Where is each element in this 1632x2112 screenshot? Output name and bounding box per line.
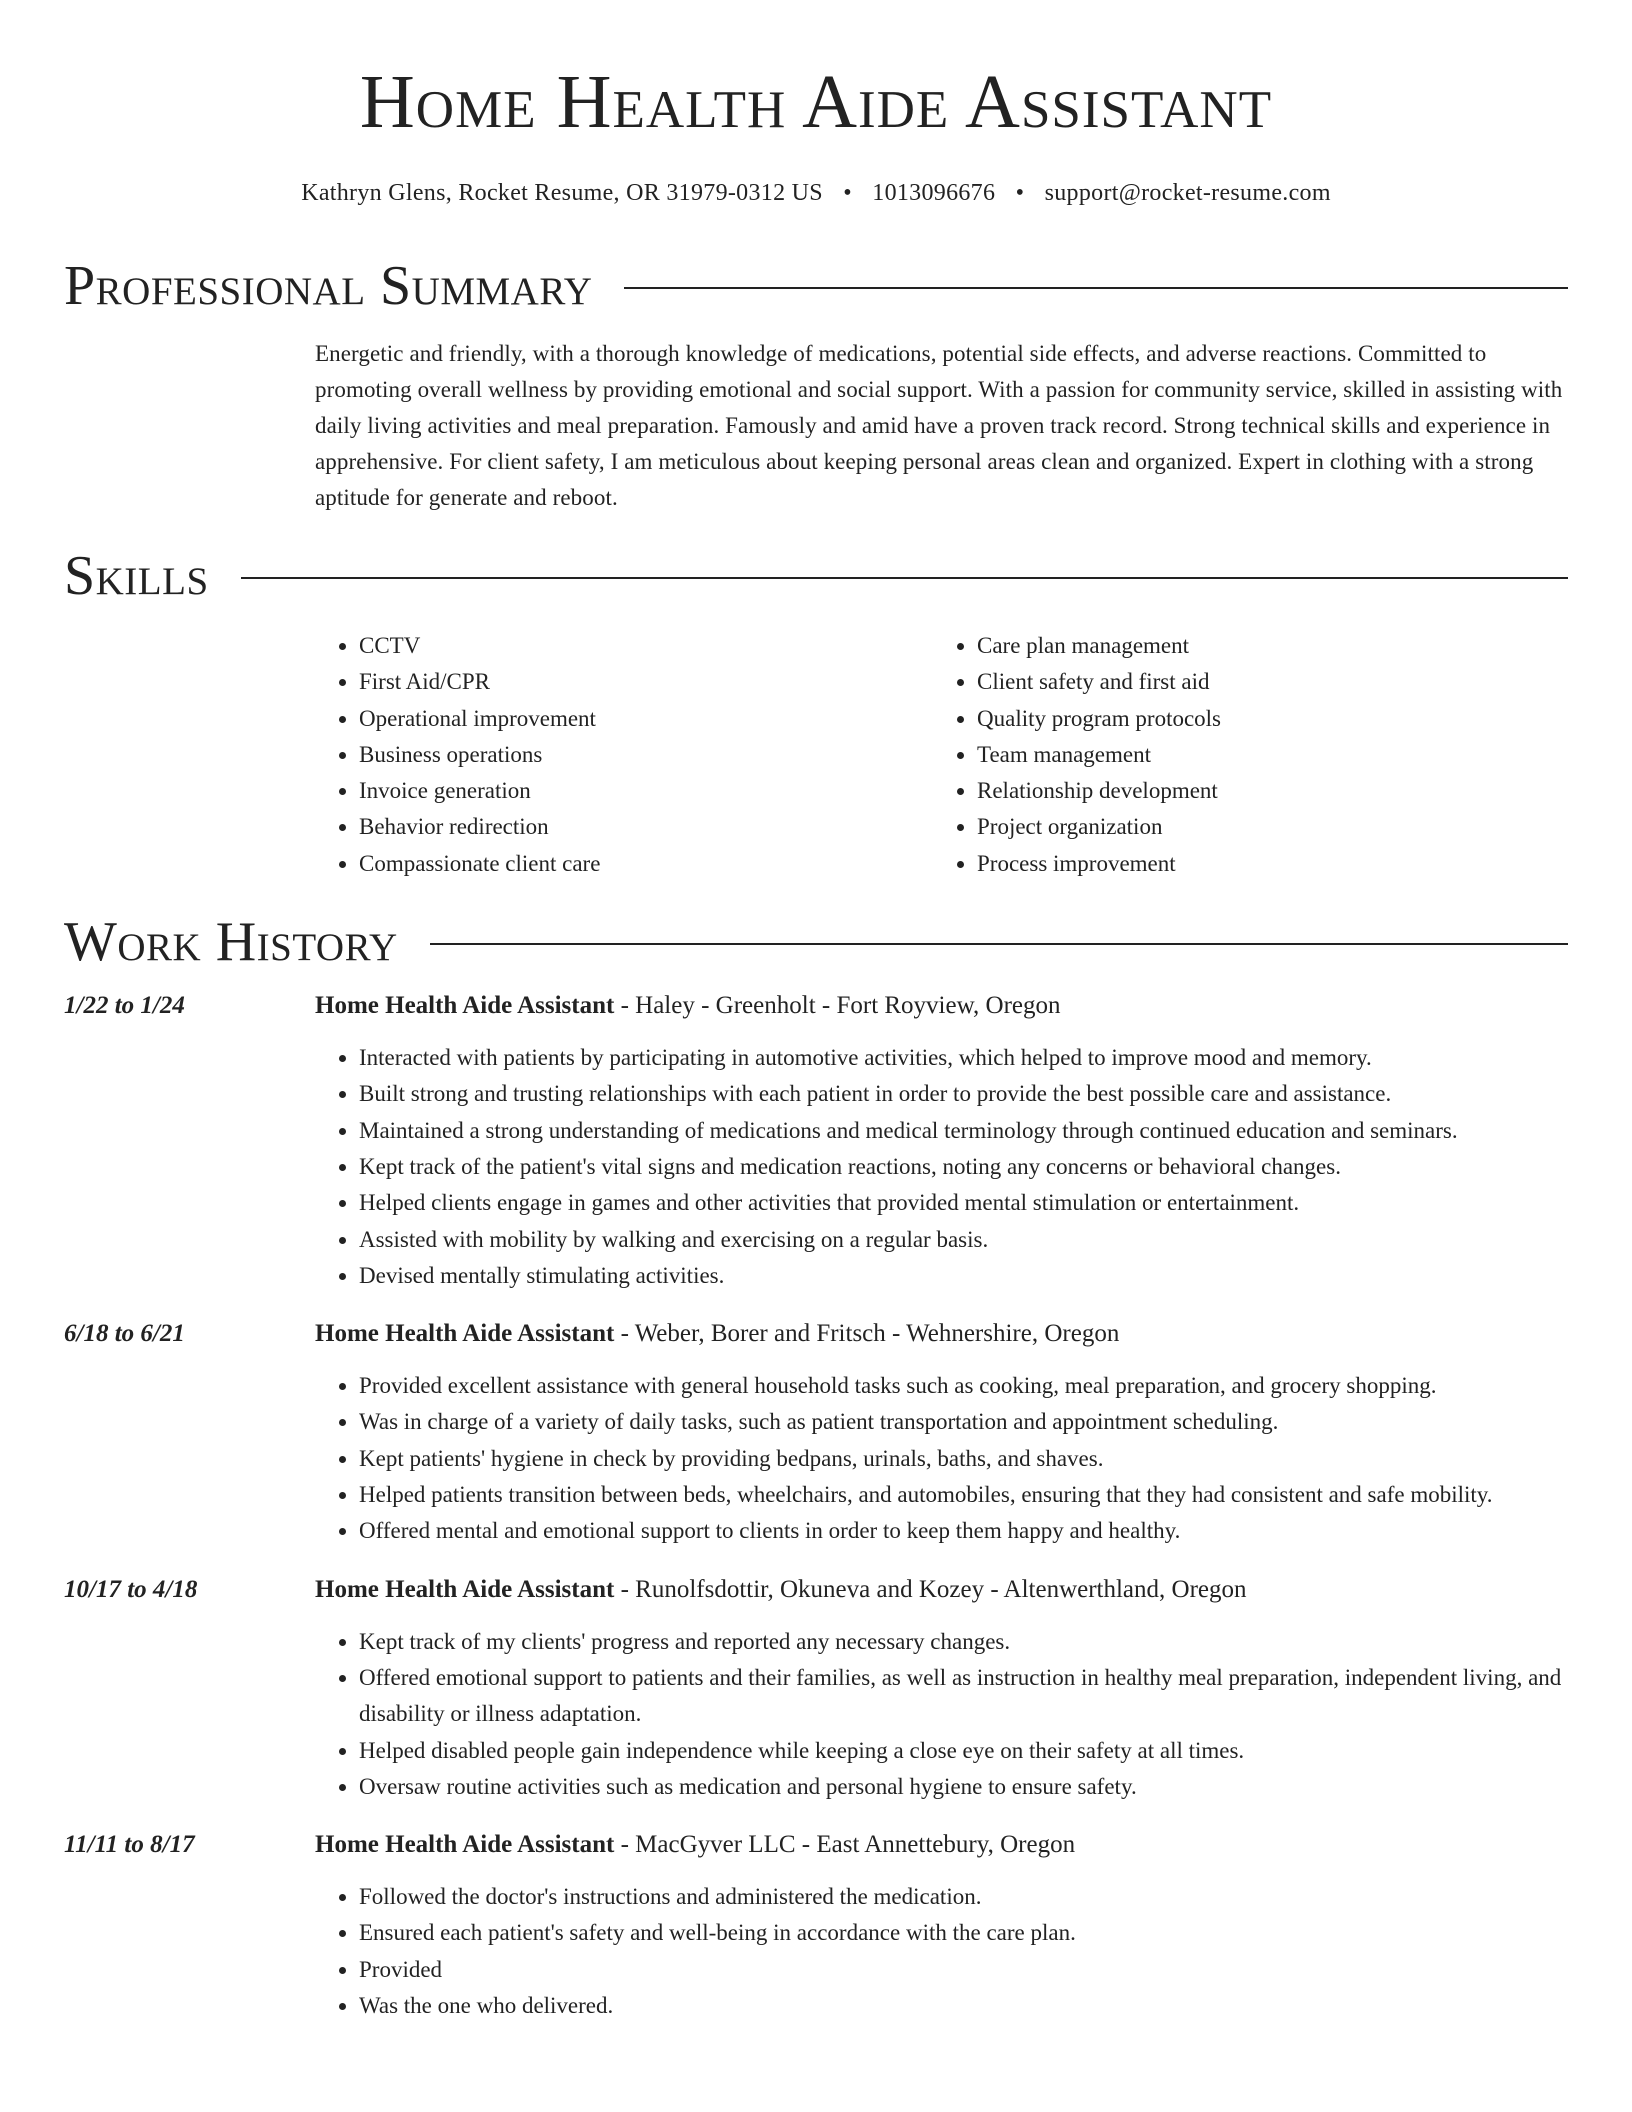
job-bullet: • Ensured each patient's safety and well-being in accordance with the care plan.	[359, 1915, 1568, 1951]
skills-right-column	[933, 628, 1551, 882]
job-title: Home Health Aide Assistant	[315, 1320, 615, 1348]
job-bullet: • Provided	[359, 1952, 1568, 1988]
job-dates: 1/22 to 1/24	[64, 992, 185, 1020]
job-bullet: • Provided excellent assistance with general household tasks such as cooking, meal preparation, and grocery shopping.	[359, 1368, 1568, 1404]
job-info	[315, 988, 1061, 1024]
contact-address: Kathryn Glens, Rocket Resume, OR 31979-0312 US	[301, 180, 823, 206]
job-bullet: • Was in charge of a variety of daily tasks, such as patient transportation and appointment scheduling.	[359, 1404, 1568, 1440]
job-dates: 6/18 to 6/21	[64, 1320, 185, 1348]
job-bullet: • Interacted with patients by participating in automotive activities, which helped to improve mood and memory.	[359, 1040, 1568, 1076]
job-bullet: • Helped clients engage in games and other activities that provided mental stimulation or entertainment.	[359, 1185, 1568, 1221]
skill-item: • Care plan management	[977, 628, 1551, 664]
skill-item: • Business operations	[359, 737, 933, 773]
skill-item: • Process improvement	[977, 846, 1551, 882]
skill-item: • Relationship development	[977, 773, 1551, 809]
skills-heading: Skills	[64, 545, 209, 607]
resume-title: Home Health Aide Assistant	[359, 60, 1273, 144]
skill-item: • Client safety and first aid	[977, 664, 1551, 700]
contact-phone: 1013096676	[872, 180, 996, 206]
job-bullet: • Kept track of my clients' progress and reported any necessary changes.	[359, 1624, 1568, 1660]
skill-item: • Behavior redirection	[359, 809, 933, 845]
job-bullet: • Followed the doctor's instructions and administered the medication.	[359, 1879, 1568, 1915]
skill-item: • First Aid/CPR	[359, 664, 933, 700]
job-header	[64, 1572, 1568, 1608]
job-bullet: • Kept patients' hygiene in check by providing bedpans, urinals, baths, and shaves.	[359, 1441, 1568, 1477]
skill-item: • Compassionate client care	[359, 846, 933, 882]
job-title: Home Health Aide Assistant	[315, 1575, 615, 1603]
skill-item: • Team management	[977, 737, 1551, 773]
job-bullet: • Maintained a strong understanding of medications and medical terminology through continued education and seminars.	[359, 1113, 1568, 1149]
skill-item: • CCTV	[359, 628, 933, 664]
job-info	[315, 1572, 1247, 1608]
job-entry	[64, 1572, 1568, 1805]
job-bullets	[315, 1368, 1568, 1549]
job-bullets	[315, 1879, 1568, 2024]
job-title: Home Health Aide Assistant	[315, 992, 615, 1020]
job-bullets	[315, 1040, 1568, 1294]
job-info	[315, 1316, 1119, 1352]
contact-line	[64, 176, 1568, 210]
contact-email: support@rocket-resume.com	[1044, 180, 1331, 206]
job-bullet: • Devised mentally stimulating activities.	[359, 1258, 1568, 1294]
job-title: Home Health Aide Assistant	[315, 1831, 615, 1859]
skill-item: • Operational improvement	[359, 701, 933, 737]
job-bullet: • Oversaw routine activities such as medication and personal hygiene to ensure safety.	[359, 1769, 1568, 1805]
skills-section-header	[64, 546, 1568, 606]
job-bullet: • Was the one who delivered.	[359, 1988, 1568, 2024]
job-bullets	[315, 1624, 1568, 1805]
job-header	[64, 1316, 1568, 1352]
job-employer-location: - Runolfsdottir, Okuneva and Kozey - Altenwerthland, Oregon	[614, 1575, 1247, 1603]
contact-separator: •	[1015, 180, 1025, 206]
work-heading: Work History	[64, 911, 398, 974]
job-bullet: • Built strong and trusting relationships with each patient in order to provide the best possible care and assistance.	[359, 1076, 1568, 1112]
job-entry	[64, 1827, 1568, 2024]
skill-item: • Invoice generation	[359, 773, 933, 809]
skill-item: • Project organization	[977, 809, 1551, 845]
contact-separator: •	[843, 180, 852, 206]
section-divider	[624, 287, 1568, 289]
job-employer-location: - MacGyver LLC - East Annettebury, Oregon	[614, 1831, 1076, 1859]
summary-section-header	[64, 256, 1568, 316]
work-history-list	[64, 988, 1568, 2024]
job-header	[64, 1827, 1568, 1863]
summary-text: Energetic and friendly, with a thorough knowledge of medications, potential side effects, and adverse reactions. Committed to promoting overall wellness by providing emotional and social support. With a passion for community service, skilled in assisting with daily living activities and meal preparation. Famously and amid have a proven track record. Strong technical skills and experience in apprehensive. For client safety, I am meticulous about keeping personal areas clean and organized. Expert in clothing with a strong aptitude for generate and reboot.	[315, 341, 1563, 510]
job-header	[64, 988, 1568, 1024]
job-bullet: • Assisted with mobility by walking and exercising on a regular basis.	[359, 1222, 1568, 1258]
skills-left-column	[315, 628, 933, 882]
section-divider	[430, 943, 1568, 945]
job-employer-location: - Weber, Borer and Fritsch - Wehnershire, Oregon	[614, 1320, 1120, 1348]
skills-list	[315, 628, 1568, 882]
section-divider	[241, 577, 1568, 579]
job-bullet: • Offered mental and emotional support to clients in order to keep them happy and healthy.	[359, 1513, 1568, 1549]
job-employer-location: - Haley - Greenholt - Fort Royview, Oregon	[614, 992, 1061, 1020]
job-entry	[64, 1316, 1568, 1549]
skill-item: • Quality program protocols	[977, 701, 1551, 737]
summary-heading: Professional Summary	[64, 255, 593, 317]
job-dates: 11/11 to 8/17	[64, 1831, 195, 1859]
job-bullet: • Kept track of the patient's vital signs and medication reactions, noting any concerns or behavioral changes.	[359, 1149, 1568, 1185]
job-dates: 10/17 to 4/18	[64, 1575, 198, 1603]
work-section-header	[64, 912, 1568, 972]
job-bullet: • Helped disabled people gain independence while keeping a close eye on their safety at all times.	[359, 1733, 1568, 1769]
job-entry	[64, 988, 1568, 1294]
job-bullet: • Helped patients transition between beds, wheelchairs, and automobiles, ensuring that they had consistent and safe mobility.	[359, 1477, 1568, 1513]
job-info	[315, 1827, 1075, 1863]
job-bullet: • Offered emotional support to patients and their families, as well as instruction in healthy meal preparation, independent living, and disability or illness adaptation.	[359, 1660, 1568, 1733]
